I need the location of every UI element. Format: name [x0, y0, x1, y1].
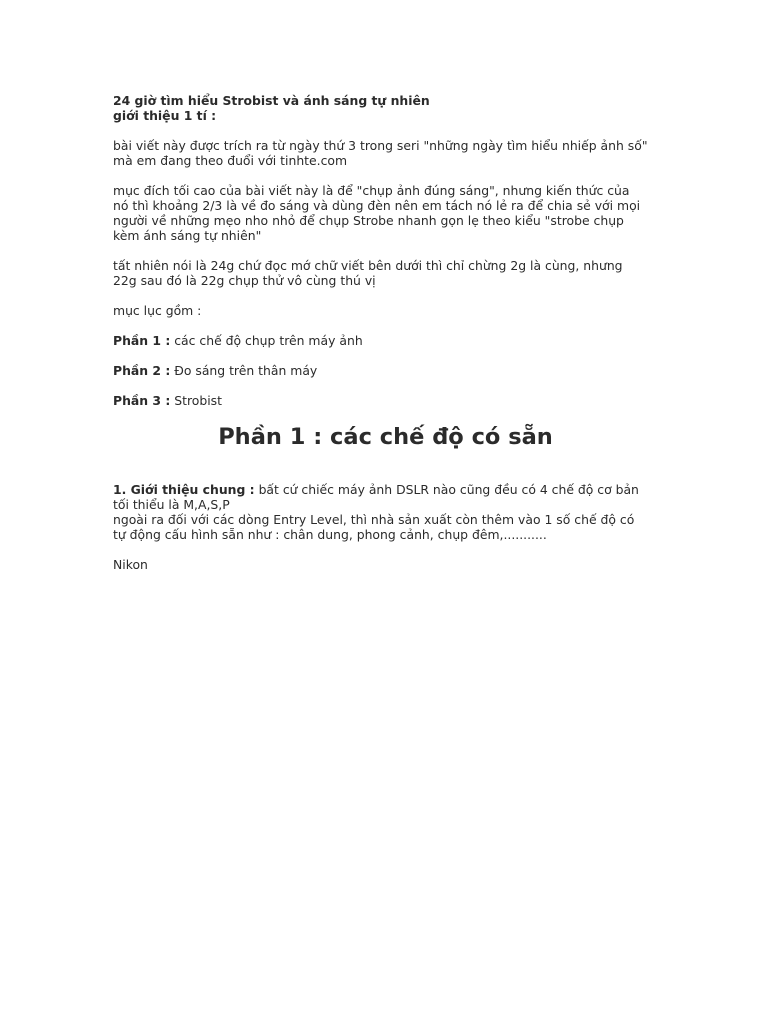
- toc-item-text: Strobist: [174, 393, 222, 408]
- section-heading: Phần 1 : các chế độ có sẵn: [218, 424, 553, 450]
- toc-item-part-2: [113, 363, 658, 378]
- brand-name: Nikon: [113, 557, 148, 572]
- paragraph-line: người về những mẹo nho nhỏ để chụp Strobe nhanh gọn lẹ theo kiểu "strobe chụp: [113, 213, 624, 228]
- paragraph-line: tự động cấu hình sẵn như : chân dung, phong cảnh, chụp đêm,...........: [113, 527, 547, 542]
- brand-paragraph: [113, 557, 658, 572]
- document-title: 24 giờ tìm hiểu Strobist và ánh sáng tự nhiên: [113, 93, 430, 108]
- paragraph-line: nó thì khoảng 2/3 là về đo sáng và dùng đèn nên em tách nó lẻ ra để chia sẻ với mọi: [113, 198, 641, 213]
- toc-item-label: Phần 2 :: [113, 363, 171, 378]
- paragraph-line: [113, 482, 658, 497]
- toc-intro-text: mục lục gồm :: [113, 303, 202, 318]
- section-intro-label: 1. Giới thiệu chung :: [113, 482, 255, 497]
- paragraph-line: mục đích tối cao của bài viết này là để "chụp ảnh đúng sáng", nhưng kiến thức của: [113, 183, 630, 198]
- toc-item-part-3: [113, 393, 658, 408]
- toc-item-text: Đo sáng trên thân máy: [174, 363, 318, 378]
- document-header: [113, 93, 658, 123]
- toc-intro: [113, 303, 658, 318]
- paragraph-line: tối thiểu là M,A,S,P: [113, 497, 230, 512]
- toc-item-label: Phần 3 :: [113, 393, 171, 408]
- paragraph-line: bài viết này được trích ra từ ngày thứ 3 trong seri "những ngày tìm hiểu nhiếp ảnh số": [113, 138, 648, 153]
- toc-item-text: các chế độ chụp trên máy ảnh: [174, 333, 363, 348]
- paragraph-line: 22g sau đó là 22g chụp thử vô cùng thú vị: [113, 273, 376, 288]
- paragraph-line: kèm ánh sáng tự nhiên": [113, 228, 262, 243]
- paragraph-purpose: [113, 183, 658, 243]
- toc-item-part-1: [113, 333, 658, 348]
- paragraph-line: tất nhiên nói là 24g chứ đọc mớ chữ viết bên dưới thì chỉ chừng 2g là cùng, nhưng: [113, 258, 623, 273]
- document-body: [113, 93, 658, 587]
- intro-label: giới thiệu 1 tí :: [113, 108, 217, 123]
- section-intro-text: bất cứ chiếc máy ảnh DSLR nào cũng đều có 4 chế độ cơ bản: [258, 482, 639, 497]
- toc-item-label: Phần 1 :: [113, 333, 171, 348]
- paragraph-source: [113, 138, 658, 168]
- paragraph-line: mà em đang theo đuổi với tinhte.com: [113, 153, 348, 168]
- paragraph-time: [113, 258, 658, 288]
- section-intro: [113, 482, 658, 542]
- paragraph-line: ngoài ra đối với các dòng Entry Level, thì nhà sản xuất còn thêm vào 1 số chế độ có: [113, 512, 635, 527]
